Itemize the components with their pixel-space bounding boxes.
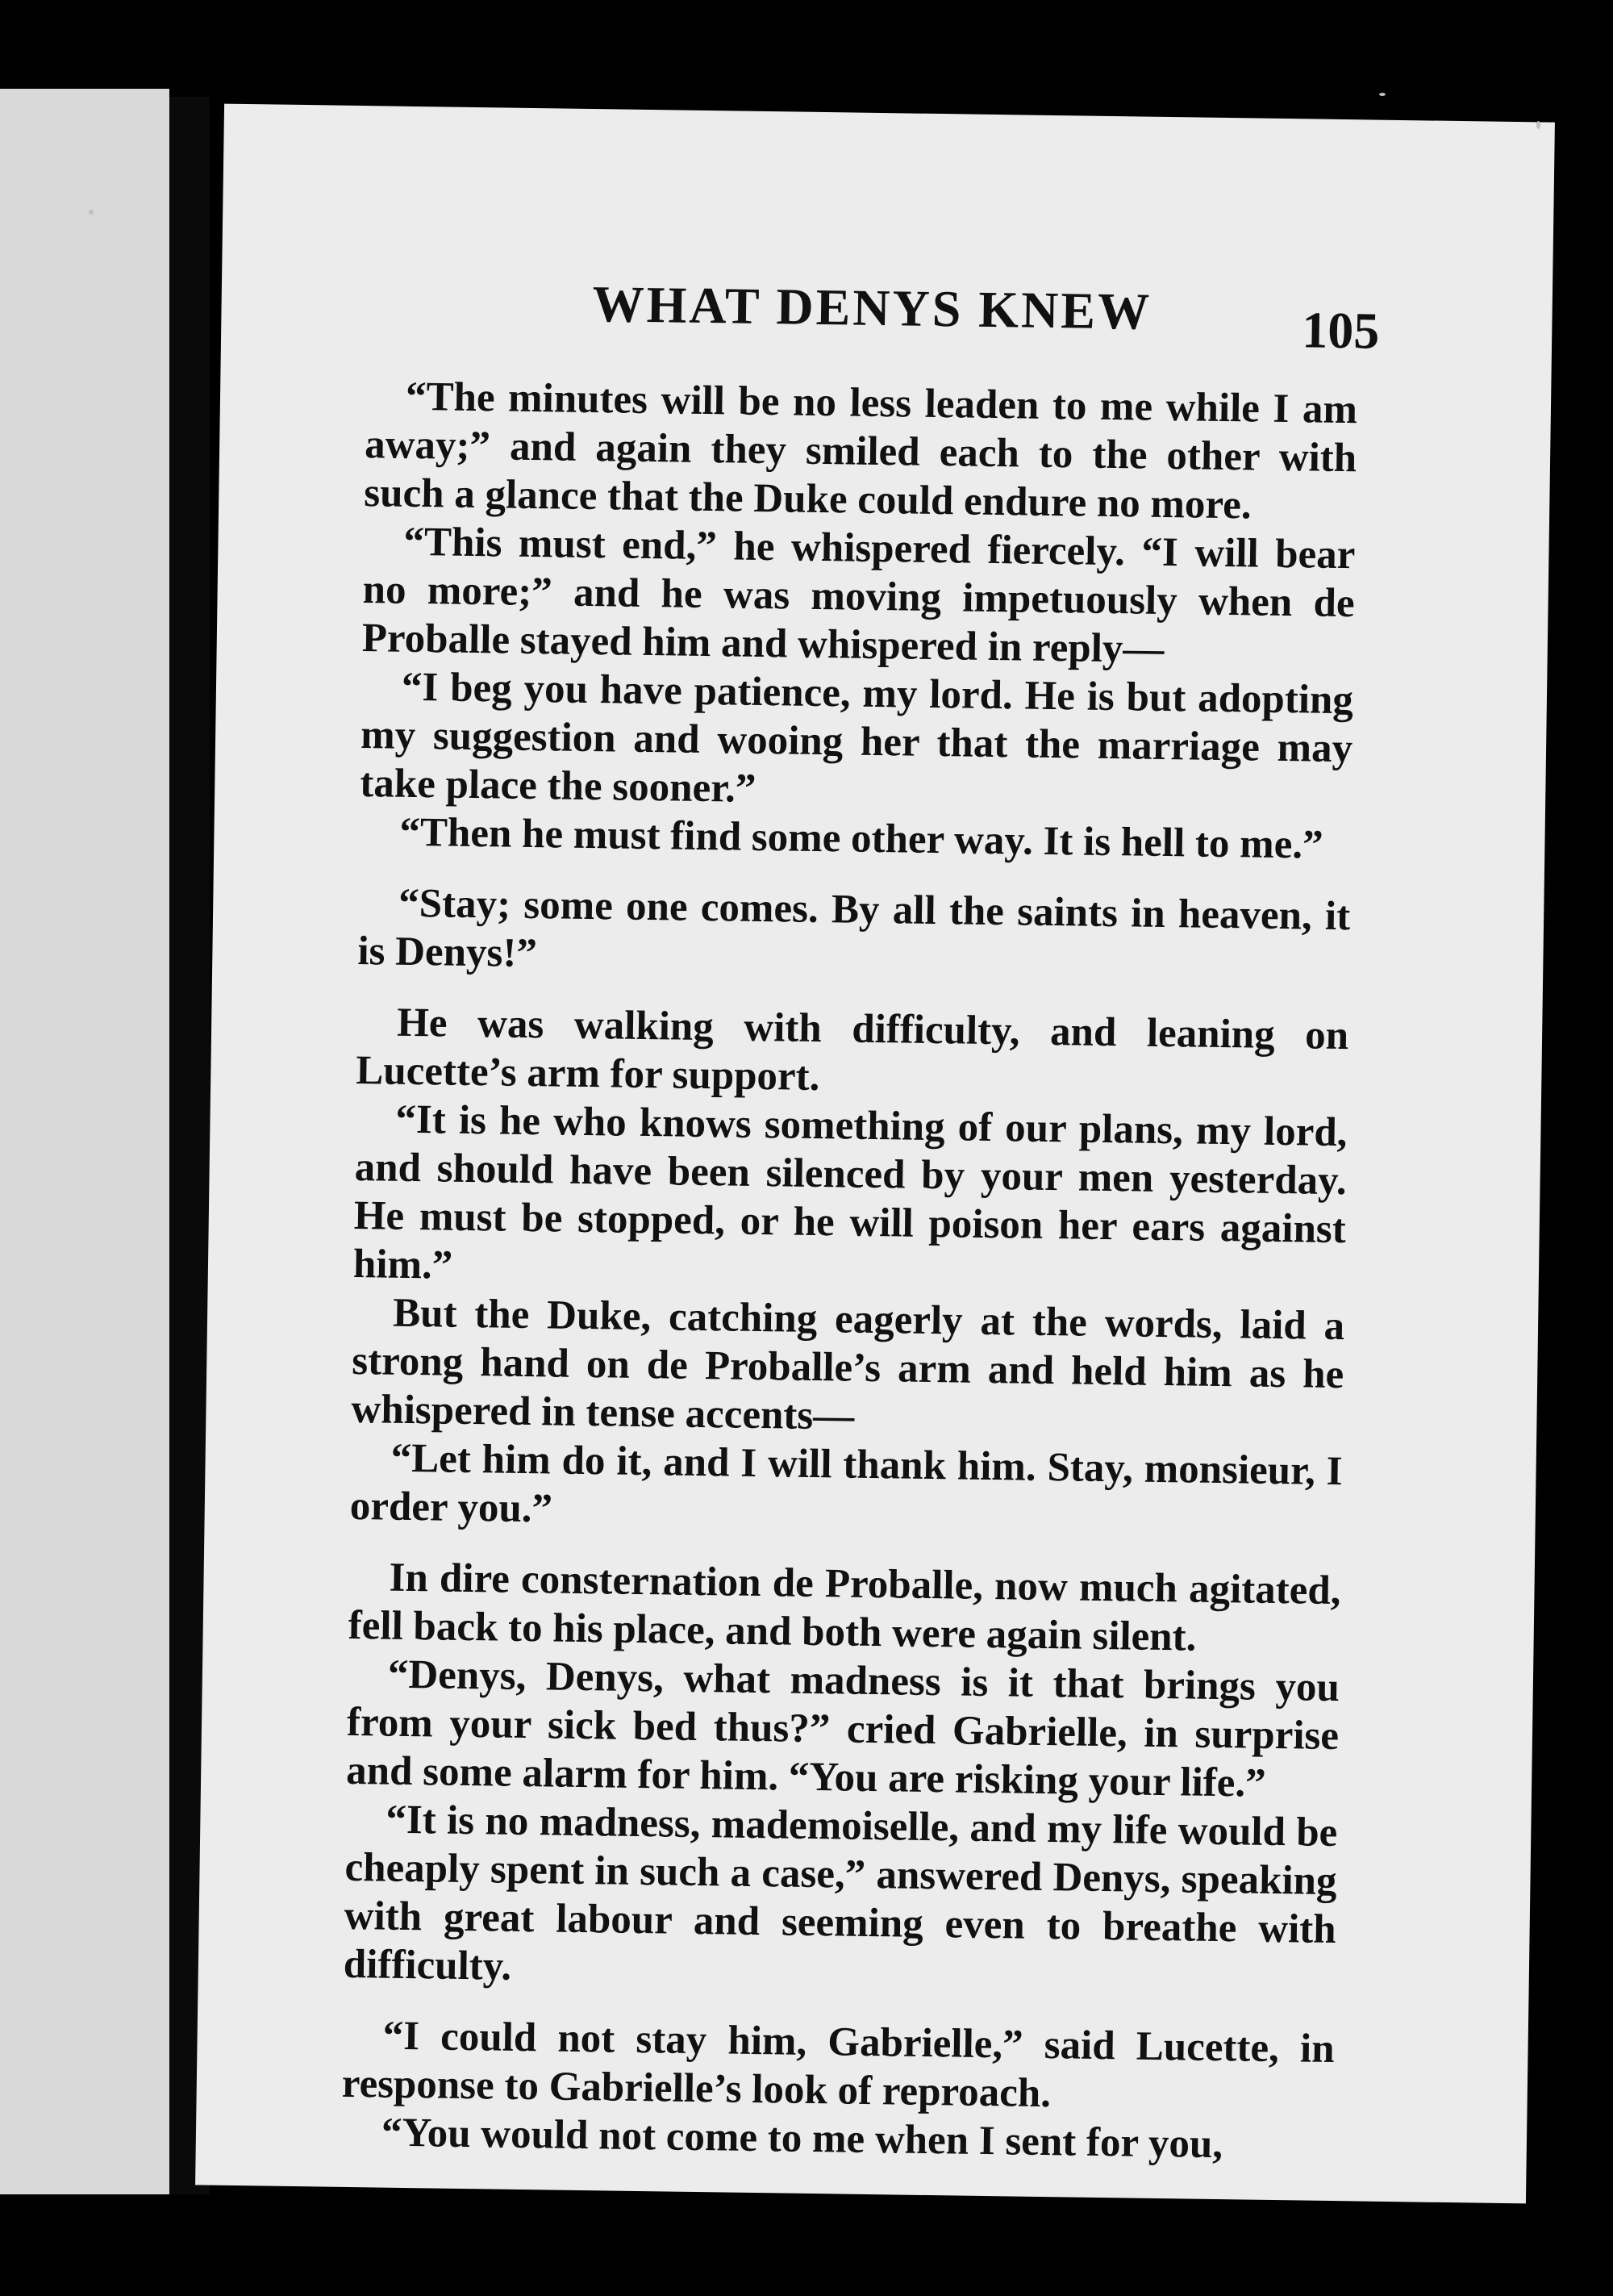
dust-speck — [1536, 121, 1540, 129]
paragraph: But the Duke, catching eagerly at the words, laid a strong hand on de Proballe’s arm and held him as he whispered in tense accents— — [351, 1290, 1345, 1439]
page-number: 105 — [1301, 301, 1380, 360]
paragraph: In dire consternation de Proballe, now much agitated, fell back to his place, and both were again silent. — [348, 1555, 1341, 1660]
paragraph: “This must end,” he whispered fiercely. “I will bear no more;” and he was moving impetuously when de Proballe stayed him and whispered in reply— — [361, 519, 1356, 672]
running-title: WHAT DENYS KNEW — [592, 275, 1152, 340]
paragraph: “You would not come to me when I sent for you, — [381, 2110, 1223, 2168]
paragraph: “I could not stay him, Gabrielle,” said Lucette, in response to Gabrielle’s look of reproach. — [341, 2013, 1335, 2117]
body-text — [341, 372, 1358, 2170]
dust-speck — [1379, 93, 1386, 96]
facing-page-edge — [0, 89, 169, 2194]
paragraph: “Denys, Denys, what madness is it that brings you from your sick bed thus?” cried Gabrielle, in surprise and some alarm for him. “You are risking your life.” — [345, 1651, 1340, 1806]
paragraph: “It is he who knows something of our plans, my lord, and should have been silenced by your men yesterday. He must be stopped, or he will poison her ears against him.” — [352, 1096, 1348, 1288]
paragraph: He was walking with difficulty, and leaning on Lucette’s arm for support. — [355, 1000, 1349, 1100]
dust-speck — [89, 210, 94, 215]
paragraph: “The minutes will be no less leaden to me while I am away;” and again they smiled each to the other with such a glance that the Duke could endure no more. — [363, 374, 1358, 528]
paragraph: “Let him do it, and I will thank him. Stay, monsieur, I order you.” — [349, 1435, 1343, 1532]
paragraph: “I beg you have patience, my lord. He is but adopting my suggestion and wooing her that the marriage may take place the sooner.” — [359, 664, 1354, 812]
paragraph: “Stay; some one comes. By all the saints in heaven, it is Denys!” — [357, 880, 1351, 977]
book-page — [195, 104, 1555, 2204]
page-header — [221, 269, 1553, 385]
paragraph: “Then he must find some other way. It is hell to me.” — [399, 809, 1323, 868]
paragraph: “It is no madness, mademoiselle, and my life would be cheaply spent in such a case,” answered Denys, speaking with great labour and seeming even to breathe with difficulty. — [343, 1797, 1338, 1989]
